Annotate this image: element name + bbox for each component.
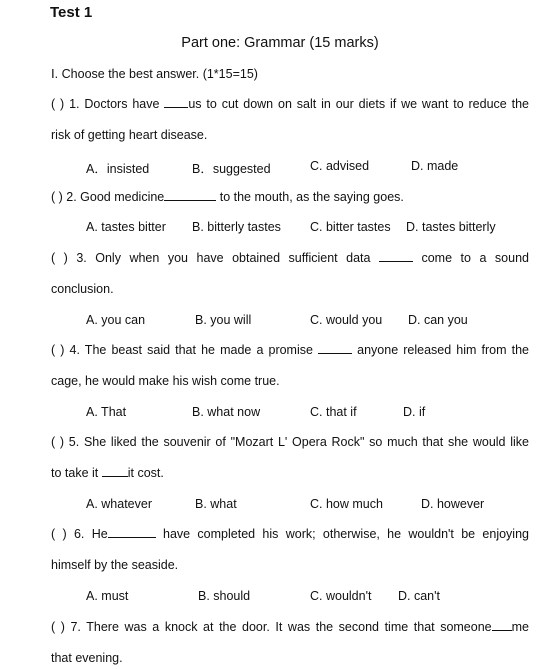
question-4-option-a: A. That	[86, 405, 127, 419]
question-5-continuation	[51, 466, 164, 480]
question-4-continuation: cage, he would make his wish come true.	[51, 374, 280, 388]
question-6-option-c: C. wouldn't	[310, 589, 372, 603]
question-1-text-b: us to cut down on salt in our diets if we want to reduce the	[188, 97, 529, 111]
question-6-text-b: have completed his work; otherwise, he wouldn't be enjoying	[155, 527, 529, 541]
question-2-text-b: to the mouth, as the saying goes.	[216, 190, 404, 204]
question-3-option-d: D. can you	[408, 313, 468, 327]
question-5-text-a: ( ) 5. She liked the souvenir of "Mozart L' Opera Rock" so much that she would like	[51, 435, 529, 449]
question-3-continuation: conclusion.	[51, 282, 114, 296]
question-2-option-b: B. bitterly tastes	[192, 220, 281, 234]
answer-blank	[102, 466, 128, 477]
answer-blank	[318, 343, 352, 354]
section-heading: Ⅰ. Choose the best answer. (1*15=15)	[51, 67, 258, 81]
question-2-option-c: C. bitter tastes	[310, 220, 391, 234]
question-4	[51, 343, 529, 357]
question-6-option-d: D. can't	[398, 589, 440, 603]
question-2-option-a: A. tastes bitter	[86, 220, 166, 234]
question-3-option-b: B. you will	[195, 313, 252, 327]
question-7-continuation: that evening.	[51, 651, 123, 665]
question-7	[51, 620, 529, 634]
question-5-option-d: D. however	[421, 497, 485, 511]
question-1	[51, 97, 529, 111]
question-5-text-b: to take it	[51, 466, 102, 480]
question-6-option-a: A. must	[86, 589, 129, 603]
question-4-text-a: ( ) 4. The beast said that he made a promise	[51, 343, 319, 357]
answer-blank	[492, 620, 512, 631]
answer-blank	[164, 190, 216, 201]
question-3-option-c: C. would you	[310, 313, 383, 327]
question-4-option-d: D. if	[403, 405, 426, 419]
question-5	[51, 435, 529, 449]
question-1-text-a: ( ) 1. Doctors have	[51, 97, 165, 111]
question-6	[51, 527, 529, 541]
question-5-option-a: A. whatever	[86, 497, 153, 511]
part-title: Part one: Grammar (15 marks)	[181, 35, 379, 51]
question-7-text-a: ( ) 7. There was a knock at the door. It was the second time that someone	[51, 620, 492, 634]
answer-blank	[164, 97, 188, 108]
test-title: Test 1	[50, 4, 93, 21]
question-5-text-c: it cost.	[127, 466, 164, 480]
answer-blank	[379, 251, 413, 262]
question-4-option-b: B. what now	[192, 405, 261, 419]
question-1-option-c: C. advised	[310, 159, 370, 173]
question-1-option-a: A．insisted	[86, 162, 150, 176]
question-1-option-b: B．suggested	[192, 162, 271, 176]
question-5-option-c: C. how much	[310, 497, 383, 511]
question-5-option-b: B. what	[195, 497, 237, 511]
question-2-option-d: D. tastes bitterly	[406, 220, 496, 234]
question-4-option-c: C. that if	[310, 405, 357, 419]
question-6-continuation: himself by the seaside.	[51, 558, 179, 572]
question-3-option-a: A. you can	[86, 313, 146, 327]
question-3-text-b: come to a sound	[412, 251, 529, 265]
answer-blank	[108, 527, 156, 538]
question-6-option-b: B. should	[198, 589, 251, 603]
question-7-text-b: me	[511, 620, 529, 634]
question-2	[51, 190, 529, 204]
question-6-text-a: ( ) 6. He	[51, 527, 108, 541]
question-4-text-b: anyone released him from the	[352, 343, 529, 357]
question-1-continuation: risk of getting heart disease.	[51, 128, 208, 142]
question-2-text-a: ( ) 2. Good medicine	[51, 190, 165, 204]
question-3	[51, 251, 529, 265]
question-3-text-a: ( ) 3. Only when you have obtained sufficient data	[51, 251, 379, 265]
question-1-option-d: D. made	[411, 159, 459, 173]
